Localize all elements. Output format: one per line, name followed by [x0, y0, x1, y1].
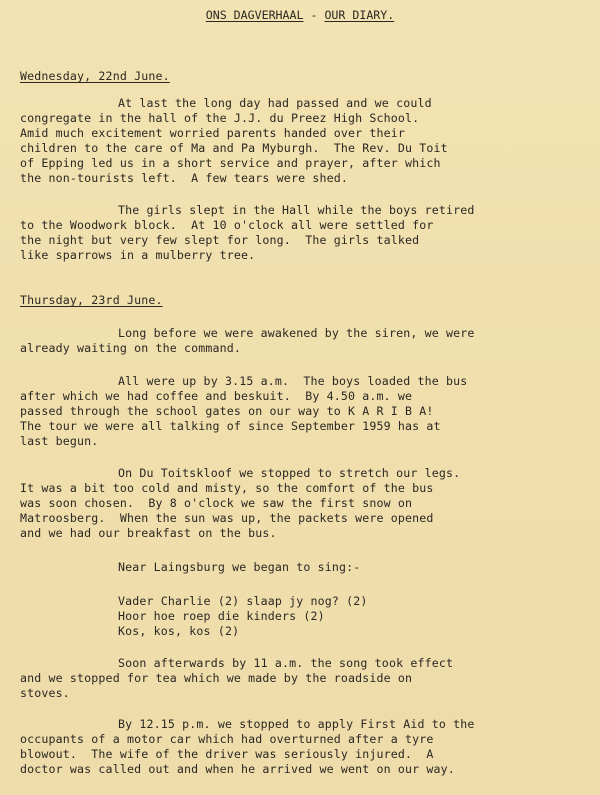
text-line: of Epping led us in a short service and prayer, after which: [20, 156, 441, 170]
text-line: It was a bit too cold and misty, so the comfort of the bus: [20, 481, 434, 495]
title-separator: -: [303, 8, 325, 22]
page-title: [0, 8, 600, 22]
title-afrikaans: ONS DAGVERHAAL: [205, 8, 304, 22]
text-line: doctor was called out and when he arrived we went on our way.: [20, 762, 455, 776]
text-line: Matroosberg. When the sun was up, the packets were opened: [20, 511, 434, 525]
date-heading-thursday: Thursday, 23rd June.: [20, 293, 163, 307]
title-english: OUR DIARY.: [324, 8, 395, 22]
text-line: congregate in the hall of the J.J. du Preez High School.: [20, 111, 420, 125]
date-heading-wednesday: Wednesday, 22nd June.: [20, 69, 170, 83]
text-line: Amid much excitement worried parents handed over their: [20, 126, 406, 140]
text-line: passed through the school gates on our way to K A R I B A!: [20, 404, 434, 418]
text-line: stoves.: [20, 686, 70, 700]
text-line: On Du Toitskloof we stopped to stretch our legs.: [118, 466, 461, 480]
text-line: All were up by 3.15 a.m. The boys loaded the bus: [118, 374, 468, 388]
text-line: The girls slept in the Hall while the boys retired: [118, 203, 475, 217]
text-line: blowout. The wife of the driver was seriously injured. A: [20, 747, 434, 761]
song-line: Vader Charlie (2) slaap jy nog? (2): [118, 594, 368, 608]
text-line: children to the care of Ma and Pa Myburgh. The Rev. Du Toit: [20, 141, 448, 155]
text-line: after which we had coffee and beskuit. By 4.50 a.m. we: [20, 389, 413, 403]
text-line: Long before we were awakened by the siren, we were: [118, 326, 475, 340]
text-line: and we stopped for tea which we made by the roadside on: [20, 671, 413, 685]
text-line: Soon afterwards by 11 a.m. the song took effect: [118, 656, 454, 670]
text-line: to the Woodwork block. At 10 o'clock all were settled for: [20, 218, 434, 232]
text-line: occupants of a motor car which had overturned after a tyre: [20, 732, 434, 746]
text-line: By 12.15 p.m. we stopped to apply First Aid to the: [118, 717, 475, 731]
text-line: At last the long day had passed and we could: [118, 96, 432, 110]
text-line: the night but very few slept for long. The girls talked: [20, 233, 420, 247]
text-line: like sparrows in a mulberry tree.: [20, 248, 256, 262]
text-line: Near Laingsburg we began to sing:-: [118, 560, 361, 574]
text-line: was soon chosen. By 8 o'clock we saw the first snow on: [20, 496, 413, 510]
text-line: last begun.: [20, 434, 99, 448]
text-line: the non-tourists left. A few tears were shed.: [20, 171, 348, 185]
song-line: Hoor hoe roep die kinders (2): [118, 609, 325, 623]
text-line: already waiting on the command.: [20, 341, 242, 355]
text-line: and we had our breakfast on the bus.: [20, 526, 277, 540]
song-line: Kos, kos, kos (2): [118, 624, 240, 638]
text-line: The tour we were all talking of since September 1959 has at: [20, 419, 441, 433]
